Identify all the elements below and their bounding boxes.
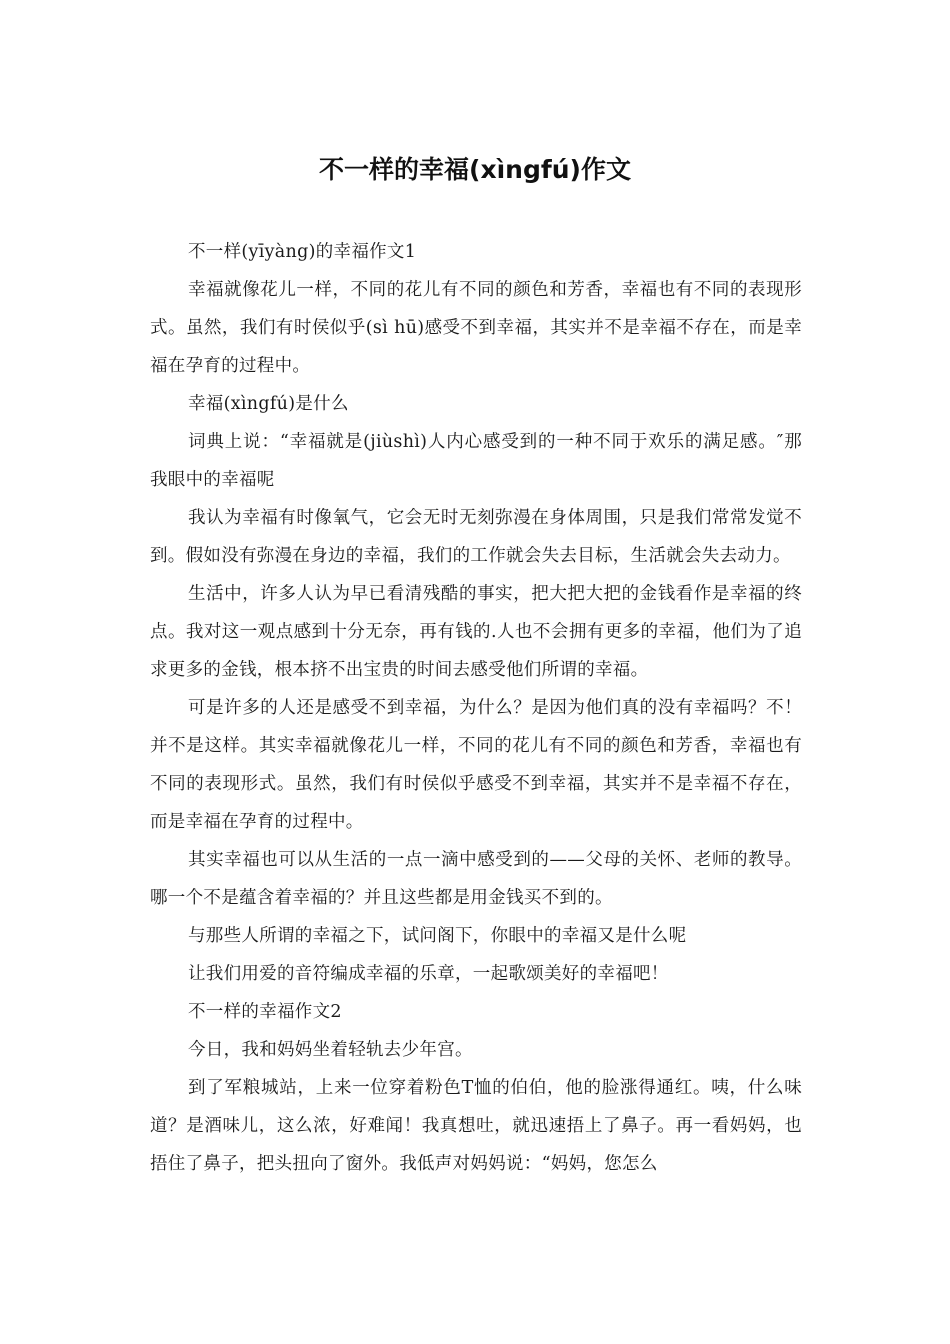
paragraph: 到了军粮城站，上来一位穿着粉色T恤的伯伯，他的脸涨得通红。咦，什么味道？是酒味儿，这么浓，好难闻！我真想吐，就迅速捂上了鼻子。再一看妈妈，也捂住了鼻子，把头扭向了窗外。我低声对妈妈说：“妈妈，您怎么 [150, 1078, 802, 1174]
paragraph: 幸福就像花儿一样，不同的花儿有不同的颜色和芳香，幸福也有不同的表现形式。虽然，我们有时侯似乎(sì hū)感受不到幸福，其实并不是幸福不存在，而是幸福在孕育的过程中。 [150, 280, 802, 376]
paragraph: 今日，我和妈妈坐着轻轨去少年宫。 [188, 1040, 473, 1060]
paragraph: 让我们用爱的音符编成幸福的乐章，一起歌颂美好的幸福吧！ [188, 964, 669, 984]
paragraph: 与那些人所谓的幸福之下，试问阁下，你眼中的幸福又是什么呢 [188, 926, 687, 946]
essay-heading-2: 不一样的幸福作文2 [188, 1002, 342, 1022]
paragraph: 词典上说：“幸福就是(jiùshì)人内心感受到的一种不同于欢乐的满足感。″那我眼中的幸福呢 [150, 432, 802, 490]
document-body [150, 233, 802, 1183]
paragraph: 幸福(xìngfú)是什么 [188, 394, 349, 414]
paragraph: 可是许多的人还是感受不到幸福，为什么？是因为他们真的没有幸福吗？不！并不是这样。其实幸福就像花儿一样，不同的花儿有不同的颜色和芳香，幸福也有不同的表现形式。虽然，我们有时侯似乎感受不到幸福，其实并不是幸福不存在，而是幸福在孕育的过程中。 [150, 698, 802, 832]
paragraph: 生活中，许多人认为早已看清残酷的事实，把大把大把的金钱看作是幸福的终点。我对这一观点感到十分无奈，再有钱的.人也不会拥有更多的幸福，他们为了追求更多的金钱，根本挤不出宝贵的时间去感受他们所谓的幸福。 [150, 584, 802, 680]
paragraph: 其实幸福也可以从生活的一点一滴中感受到的——父母的关怀、老师的教导。哪一个不是蕴含着幸福的？并且这些都是用金钱买不到的。 [150, 850, 802, 908]
document-title: 不一样的幸福(xìngfú)作文 [319, 155, 631, 184]
essay-heading-1: 不一样(yīyàng)的幸福作文1 [188, 242, 417, 262]
paragraph: 我认为幸福有时像氧气，它会无时无刻弥漫在身体周围，只是我们常常发觉不到。假如没有弥漫在身边的幸福，我们的工作就会失去目标，生活就会失去动力。 [150, 508, 802, 566]
